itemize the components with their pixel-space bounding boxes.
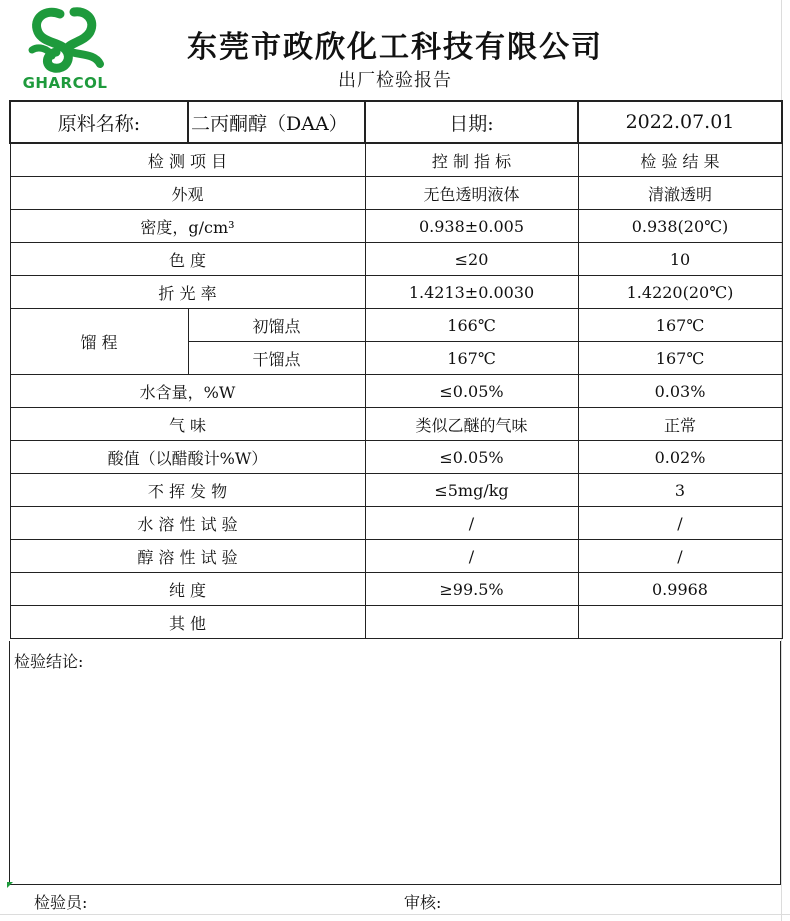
row-spec[interactable] — [365, 606, 578, 639]
table-row — [10, 243, 782, 276]
row-result[interactable]: 正常 — [578, 408, 782, 441]
row-item: 其 他 — [10, 606, 365, 639]
company-name: 东莞市政欣化工科技有限公司 — [187, 30, 603, 65]
row-item: 折 光 率 — [10, 276, 365, 309]
logo-text: GHARCOL — [22, 74, 108, 92]
row-spec[interactable]: ≤5mg/kg — [365, 474, 578, 507]
dry-point-result[interactable]: 167℃ — [578, 342, 782, 375]
report-table — [9, 100, 783, 639]
table-row — [10, 375, 782, 408]
row-result[interactable]: 1.4220(20℃) — [578, 276, 782, 309]
initial-boiling-result[interactable]: 167℃ — [578, 309, 782, 342]
row-item: 酸值（以醋酸计%W） — [10, 441, 365, 474]
row-spec[interactable]: 1.4213±0.0030 — [365, 276, 578, 309]
row-result[interactable]: / — [578, 507, 782, 540]
table-row — [10, 573, 782, 606]
row-item: 密度，g/cm³ — [10, 210, 365, 243]
table-row — [10, 210, 782, 243]
row-result[interactable]: 0.02% — [578, 441, 782, 474]
date-label: 日期: — [365, 101, 578, 143]
conclusion-box[interactable] — [9, 641, 781, 885]
distillation-row-initial — [10, 309, 782, 342]
table-row — [10, 441, 782, 474]
row-item: 气 味 — [10, 408, 365, 441]
row-result[interactable]: 3 — [578, 474, 782, 507]
table-row — [10, 276, 782, 309]
row-item: 色 度 — [10, 243, 365, 276]
row-spec[interactable]: 无色透明液体 — [365, 177, 578, 210]
conclusion-label: 检验结论: — [14, 652, 84, 671]
column-item: 检 测 项 目 — [10, 143, 365, 177]
row-spec[interactable]: 类似乙醚的气味 — [365, 408, 578, 441]
material-label: 原料名称: — [10, 101, 188, 143]
row-spec[interactable]: ≤20 — [365, 243, 578, 276]
column-result: 检 验 结 果 — [578, 143, 782, 177]
table-row — [10, 177, 782, 210]
row-result[interactable]: 0.03% — [578, 375, 782, 408]
table-row — [10, 474, 782, 507]
table-row — [10, 606, 782, 639]
row-result[interactable] — [578, 606, 782, 639]
material-value[interactable]: 二丙酮醇（DAA） — [188, 101, 365, 143]
row-result[interactable]: 0.9968 — [578, 573, 782, 606]
row-item: 不 挥 发 物 — [10, 474, 365, 507]
row-spec[interactable]: ≥99.5% — [365, 573, 578, 606]
column-spec: 控 制 指 标 — [365, 143, 578, 177]
report-title: 出厂检验报告 — [338, 70, 452, 91]
distillation-label: 馏 程 — [10, 309, 188, 375]
table-row — [10, 507, 782, 540]
cell-corner-marker — [7, 882, 13, 888]
row-result[interactable]: 清澈透明 — [578, 177, 782, 210]
row-item: 水含量，%W — [10, 375, 365, 408]
row-result[interactable]: 0.938(20℃) — [578, 210, 782, 243]
initial-boiling-label: 初馏点 — [188, 309, 365, 342]
grid-line — [0, 914, 790, 915]
table-row — [10, 408, 782, 441]
row-item: 纯 度 — [10, 573, 365, 606]
date-value[interactable]: 2022.07.01 — [578, 101, 782, 143]
info-row — [10, 101, 782, 143]
row-item: 外观 — [10, 177, 365, 210]
row-spec[interactable]: / — [365, 507, 578, 540]
initial-boiling-spec[interactable]: 166℃ — [365, 309, 578, 342]
table-row — [10, 540, 782, 573]
dry-point-label: 干馏点 — [188, 342, 365, 375]
row-spec[interactable]: / — [365, 540, 578, 573]
row-spec[interactable]: 0.938±0.005 — [365, 210, 578, 243]
row-item: 醇 溶 性 试 验 — [10, 540, 365, 573]
row-result[interactable]: 10 — [578, 243, 782, 276]
row-spec[interactable]: ≤0.05% — [365, 375, 578, 408]
row-spec[interactable]: ≤0.05% — [365, 441, 578, 474]
row-item: 水 溶 性 试 验 — [10, 507, 365, 540]
column-header-row — [10, 143, 782, 177]
dry-point-spec[interactable]: 167℃ — [365, 342, 578, 375]
row-result[interactable]: / — [578, 540, 782, 573]
inspector-label: 检验员: — [34, 893, 88, 912]
reviewer-label: 审核: — [404, 893, 442, 912]
